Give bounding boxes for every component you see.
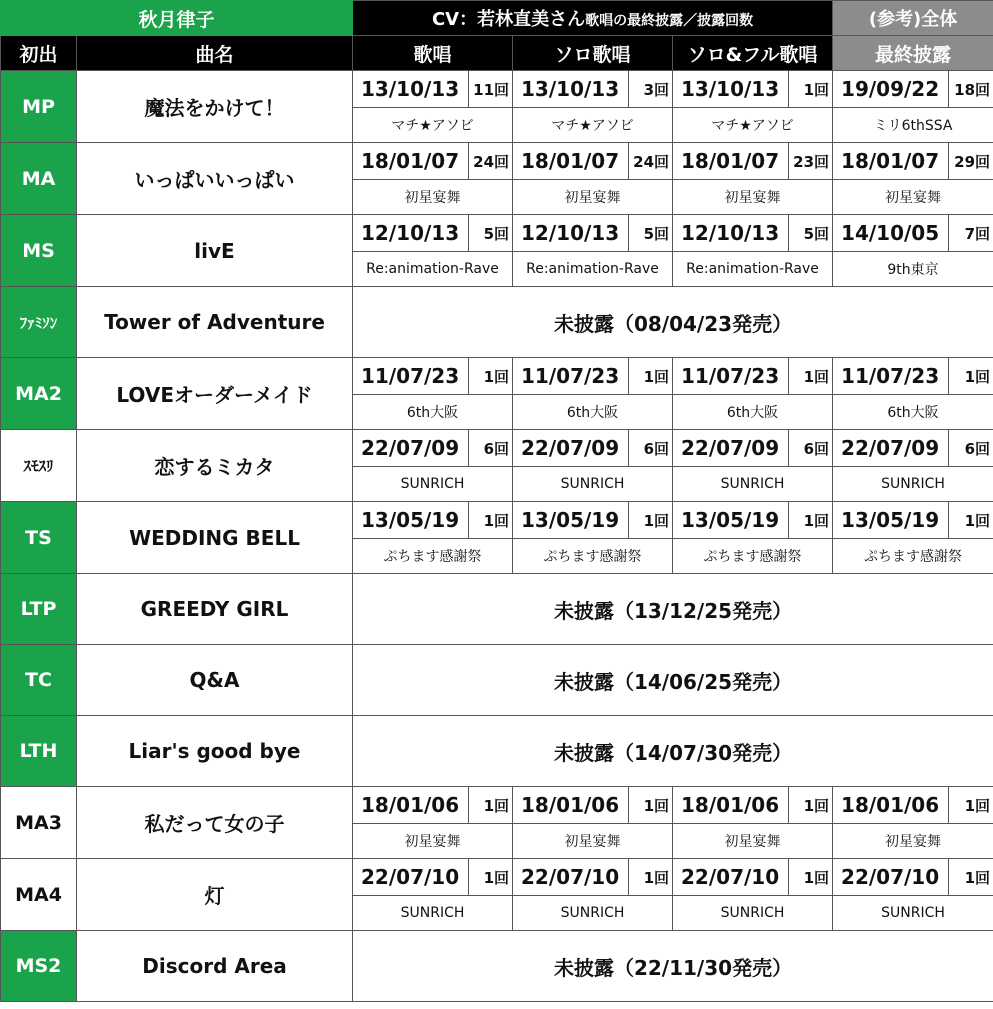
venue-name: 6th大阪 bbox=[353, 395, 513, 430]
venue-name: 6th大阪 bbox=[833, 395, 993, 430]
debut-code: MA2 bbox=[1, 358, 77, 430]
table-row bbox=[1, 143, 993, 180]
venue-name: SUNRICH bbox=[673, 467, 833, 502]
last-performed-date: 18/01/06 bbox=[513, 787, 629, 824]
last-performed-date: 22/07/10 bbox=[833, 859, 949, 896]
performance-count: 1回 bbox=[949, 358, 993, 395]
debut-code: MS bbox=[1, 215, 77, 287]
last-performed-date: 14/10/05 bbox=[833, 215, 949, 252]
venue-name: Re:animation-Rave bbox=[353, 252, 513, 287]
table-row bbox=[1, 71, 993, 108]
venue-name: ぷちます感謝祭 bbox=[673, 539, 833, 574]
performance-count: 6回 bbox=[789, 430, 833, 467]
performance-count: 29回 bbox=[949, 143, 993, 180]
last-performed-date: 13/10/13 bbox=[513, 71, 629, 108]
performance-count: 1回 bbox=[469, 358, 513, 395]
performance-count: 1回 bbox=[949, 787, 993, 824]
last-performed-date: 18/01/06 bbox=[353, 787, 469, 824]
header-row-1 bbox=[1, 1, 993, 36]
table-row bbox=[1, 502, 993, 539]
performance-count: 7回 bbox=[949, 215, 993, 252]
song-title: LOVEオーダーメイド bbox=[77, 358, 353, 430]
last-performed-date: 11/07/23 bbox=[673, 358, 789, 395]
last-performed-date: 18/01/07 bbox=[353, 143, 469, 180]
last-performed-date: 13/05/19 bbox=[513, 502, 629, 539]
debut-code: MA3 bbox=[1, 787, 77, 859]
venue-name: Re:animation-Rave bbox=[513, 252, 673, 287]
cv-header bbox=[353, 1, 833, 36]
debut-code: MA4 bbox=[1, 859, 77, 931]
performance-count: 1回 bbox=[469, 859, 513, 896]
venue-name: 6th大阪 bbox=[673, 395, 833, 430]
debut-code: TS bbox=[1, 502, 77, 574]
performance-count: 1回 bbox=[469, 502, 513, 539]
performance-count: 1回 bbox=[789, 71, 833, 108]
venue-name: 9th東京 bbox=[833, 252, 993, 287]
col-solofull-header: ソロ&フル歌唱 bbox=[673, 36, 833, 71]
table-row bbox=[1, 787, 993, 824]
unreleased-note: 未披露（13/12/25発売） bbox=[353, 574, 993, 645]
table-row bbox=[1, 574, 993, 645]
debut-code: ﾌｧﾐｿﾝ bbox=[1, 287, 77, 358]
col-solo-header: ソロ歌唱 bbox=[513, 36, 673, 71]
performance-count: 1回 bbox=[949, 502, 993, 539]
venue-name: 初星宴舞 bbox=[833, 180, 993, 215]
reference-header: (参考)全体 bbox=[833, 1, 993, 36]
performance-count: 6回 bbox=[949, 430, 993, 467]
debut-code: MA bbox=[1, 143, 77, 215]
last-performed-date: 22/07/10 bbox=[353, 859, 469, 896]
table-body bbox=[1, 71, 993, 1002]
col-last-header: 最終披露 bbox=[833, 36, 993, 71]
last-performed-date: 19/09/22 bbox=[833, 71, 949, 108]
last-performed-date: 13/10/13 bbox=[673, 71, 789, 108]
performance-count: 1回 bbox=[789, 502, 833, 539]
song-title: Discord Area bbox=[77, 931, 353, 1002]
performance-count: 6回 bbox=[629, 430, 673, 467]
last-performed-date: 13/05/19 bbox=[673, 502, 789, 539]
col-sing-header: 歌唱 bbox=[353, 36, 513, 71]
performance-count: 5回 bbox=[789, 215, 833, 252]
venue-name: 初星宴舞 bbox=[513, 824, 673, 859]
song-title: 魔法をかけて！ bbox=[77, 71, 353, 143]
unreleased-note: 未披露（08/04/23発売） bbox=[353, 287, 993, 358]
venue-name: 初星宴舞 bbox=[513, 180, 673, 215]
performance-count: 5回 bbox=[629, 215, 673, 252]
venue-name: ぷちます感謝祭 bbox=[833, 539, 993, 574]
song-title: Liar's good bye bbox=[77, 716, 353, 787]
performance-count: 18回 bbox=[949, 71, 993, 108]
performance-count: 1回 bbox=[789, 787, 833, 824]
last-performed-date: 22/07/09 bbox=[353, 430, 469, 467]
last-performed-date: 22/07/10 bbox=[513, 859, 629, 896]
performance-count: 1回 bbox=[789, 358, 833, 395]
performance-count: 1回 bbox=[629, 358, 673, 395]
table-row bbox=[1, 287, 993, 358]
venue-name: SUNRICH bbox=[833, 467, 993, 502]
venue-name: SUNRICH bbox=[353, 467, 513, 502]
song-title: Tower of Adventure bbox=[77, 287, 353, 358]
last-performed-date: 18/01/07 bbox=[833, 143, 949, 180]
song-title: 私だって女の子 bbox=[77, 787, 353, 859]
debut-code: LTH bbox=[1, 716, 77, 787]
venue-name: 6th大阪 bbox=[513, 395, 673, 430]
debut-code: ｽﾓｽﾘ bbox=[1, 430, 77, 502]
cv-subtitle: 歌唱の最終披露／披露回数 bbox=[585, 13, 754, 29]
song-title: WEDDING BELL bbox=[77, 502, 353, 574]
debut-code: MS2 bbox=[1, 931, 77, 1002]
performance-count: 6回 bbox=[469, 430, 513, 467]
performance-count: 11回 bbox=[469, 71, 513, 108]
col-debut-header: 初出 bbox=[1, 36, 77, 71]
venue-name: マチ★アソビ bbox=[513, 108, 673, 143]
venue-name: 初星宴舞 bbox=[353, 180, 513, 215]
venue-name: SUNRICH bbox=[833, 896, 993, 931]
table-row bbox=[1, 645, 993, 716]
table-row bbox=[1, 215, 993, 252]
cv-title: CV：若林直美さん bbox=[431, 9, 586, 30]
table-row bbox=[1, 716, 993, 787]
col-song-header: 曲名 bbox=[77, 36, 353, 71]
song-title: いっぱいいっぱい bbox=[77, 143, 353, 215]
performance-count: 24回 bbox=[469, 143, 513, 180]
last-performed-date: 22/07/10 bbox=[673, 859, 789, 896]
last-performed-date: 13/05/19 bbox=[353, 502, 469, 539]
song-title: 恋するミカタ bbox=[77, 430, 353, 502]
performance-count: 1回 bbox=[949, 859, 993, 896]
last-performed-date: 12/10/13 bbox=[353, 215, 469, 252]
venue-name: SUNRICH bbox=[513, 896, 673, 931]
debut-code: TC bbox=[1, 645, 77, 716]
last-performed-date: 11/07/23 bbox=[513, 358, 629, 395]
unreleased-note: 未披露（22/11/30発売） bbox=[353, 931, 993, 1002]
unreleased-note: 未披露（14/06/25発売） bbox=[353, 645, 993, 716]
performance-count: 1回 bbox=[789, 859, 833, 896]
performance-count: 1回 bbox=[629, 502, 673, 539]
song-title: 灯 bbox=[77, 859, 353, 931]
last-performed-date: 18/01/06 bbox=[673, 787, 789, 824]
performance-count: 24回 bbox=[629, 143, 673, 180]
venue-name: 初星宴舞 bbox=[673, 824, 833, 859]
performance-count: 3回 bbox=[629, 71, 673, 108]
venue-name: ぷちます感謝祭 bbox=[353, 539, 513, 574]
venue-name: SUNRICH bbox=[353, 896, 513, 931]
last-performed-date: 22/07/09 bbox=[513, 430, 629, 467]
last-performed-date: 11/07/23 bbox=[353, 358, 469, 395]
character-name: 秋月律子 bbox=[1, 1, 353, 36]
table-row bbox=[1, 931, 993, 1002]
last-performed-date: 18/01/07 bbox=[513, 143, 629, 180]
last-performed-date: 22/07/09 bbox=[673, 430, 789, 467]
performance-count: 1回 bbox=[629, 787, 673, 824]
venue-name: 初星宴舞 bbox=[833, 824, 993, 859]
last-performed-date: 18/01/07 bbox=[673, 143, 789, 180]
song-title: GREEDY GIRL bbox=[77, 574, 353, 645]
unreleased-note: 未披露（14/07/30発売） bbox=[353, 716, 993, 787]
venue-name: SUNRICH bbox=[673, 896, 833, 931]
venue-name: 初星宴舞 bbox=[673, 180, 833, 215]
venue-name: SUNRICH bbox=[513, 467, 673, 502]
venue-name: ミリ6thSSA bbox=[833, 108, 993, 143]
performance-count: 23回 bbox=[789, 143, 833, 180]
venue-name: Re:animation-Rave bbox=[673, 252, 833, 287]
last-performed-date: 12/10/13 bbox=[513, 215, 629, 252]
last-performed-date: 18/01/06 bbox=[833, 787, 949, 824]
table-row bbox=[1, 430, 993, 467]
debut-code: LTP bbox=[1, 574, 77, 645]
last-performed-date: 13/05/19 bbox=[833, 502, 949, 539]
last-performed-date: 13/10/13 bbox=[353, 71, 469, 108]
performance-count: 1回 bbox=[629, 859, 673, 896]
table-row bbox=[1, 859, 993, 896]
song-title: livE bbox=[77, 215, 353, 287]
table-row bbox=[1, 358, 993, 395]
debut-code: MP bbox=[1, 71, 77, 143]
last-performed-date: 12/10/13 bbox=[673, 215, 789, 252]
last-performed-date: 11/07/23 bbox=[833, 358, 949, 395]
performance-count: 1回 bbox=[469, 787, 513, 824]
song-title: Q&A bbox=[77, 645, 353, 716]
last-performed-date: 22/07/09 bbox=[833, 430, 949, 467]
venue-name: マチ★アソビ bbox=[673, 108, 833, 143]
venue-name: ぷちます感謝祭 bbox=[513, 539, 673, 574]
header-row-2 bbox=[1, 36, 993, 71]
performance-count: 5回 bbox=[469, 215, 513, 252]
venue-name: マチ★アソビ bbox=[353, 108, 513, 143]
venue-name: 初星宴舞 bbox=[353, 824, 513, 859]
